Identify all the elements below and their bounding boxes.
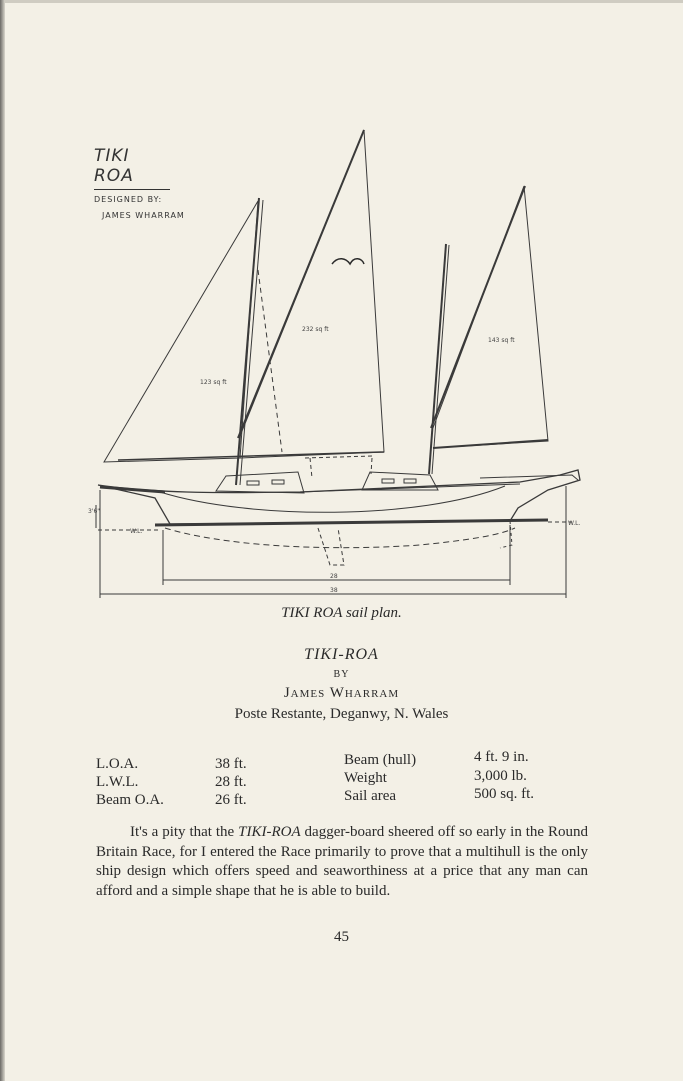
loa-dimension-label: 38 [330, 587, 338, 594]
fore-cabin [216, 472, 304, 493]
spec-label: L.O.A. [96, 756, 139, 772]
caption-suffix: sail plan. [342, 605, 402, 621]
jib-sail [104, 201, 258, 462]
figure-caption [0, 605, 683, 622]
boat-title: TIKI-ROA [304, 646, 379, 663]
hull [98, 470, 580, 524]
paragraph-boat-name: TIKI-ROA [238, 824, 301, 840]
page-number: 45 [334, 929, 349, 945]
main-gaff [238, 130, 364, 438]
main-mast [236, 198, 259, 485]
by-line: BY [333, 669, 350, 680]
jib-sail-area-label: 123 sq ft [200, 379, 227, 386]
spec-value: 500 sq. ft. [474, 786, 534, 802]
drawing-title: TIKI ROA [94, 146, 170, 190]
paragraph-part-2: dagger-board sheered off so early in the Round Britain Race, for I entered the Race primarily to prove that a multihull is the only ship design which offers speed and seaworthiness at a price that any man can afford and a simple shape that he is able to build. [96, 824, 588, 899]
drawing-designer-name: JAMES WHARRAM [102, 211, 185, 220]
caption-boat-name: TIKI ROA [281, 605, 343, 621]
spec-value: 4 ft. 9 in. [474, 749, 529, 765]
spec-label: L.W.L. [96, 774, 139, 790]
author-name: James Wharram [283, 685, 400, 701]
spec-value: 28 ft. [215, 774, 247, 790]
spec-label: Sail area [344, 788, 397, 804]
author-address: Poste Restante, Deganwy, N. Wales [234, 706, 449, 722]
mizzen-mast [429, 244, 446, 474]
main-sail-area-label: 232 sq ft [302, 326, 329, 333]
body-paragraph [96, 823, 588, 901]
waterline-right-label: W.L. [568, 520, 581, 527]
lwl-dimension-label: 28 [330, 573, 338, 580]
spec-label: Weight [344, 770, 387, 786]
spec-value: 38 ft. [215, 756, 247, 772]
mizzen-sail [433, 186, 548, 448]
height-dimension-label: 3'6" [88, 508, 101, 515]
mizzen-sail-area-label: 143 sq ft [488, 337, 515, 344]
paragraph-part-1: It's a pity that the [130, 824, 239, 840]
mizzen-gaff [431, 186, 525, 428]
waterline [155, 520, 548, 525]
drawing-designed-by: DESIGNED BY: [94, 195, 163, 204]
spec-label: Beam (hull) [344, 752, 417, 768]
spec-value: 26 ft. [215, 792, 247, 808]
main-sail [240, 130, 384, 458]
waterline-left-label: W.L. [130, 528, 143, 535]
spec-label: Beam O.A. [96, 792, 164, 808]
spec-value: 3,000 lb. [474, 768, 527, 784]
